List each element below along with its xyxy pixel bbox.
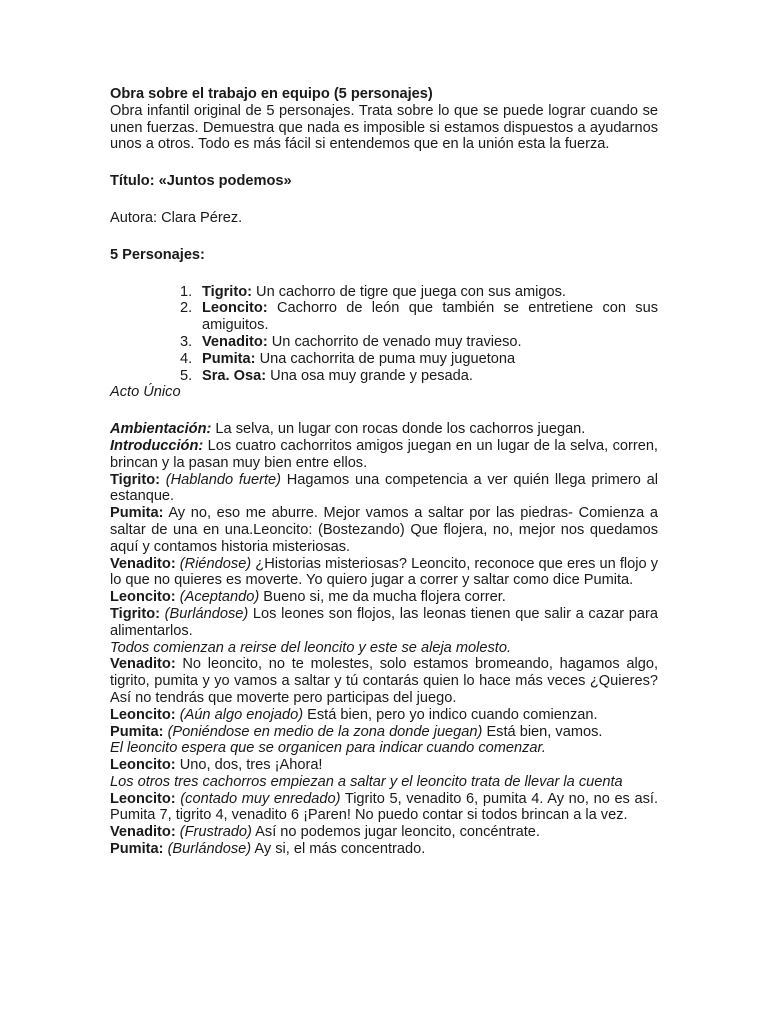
speaker-name: Leoncito: bbox=[110, 706, 176, 723]
speaker-name: Tigrito: bbox=[110, 605, 160, 622]
speaker-name: Venadito: bbox=[110, 824, 176, 841]
stage-direction: (contado muy enredado) bbox=[175, 790, 341, 807]
speaker-name: Leoncito: bbox=[110, 790, 176, 807]
list-number: 4. bbox=[180, 350, 193, 367]
line-text: Está bien, vamos. bbox=[482, 723, 603, 740]
stage-direction: (Aceptando) bbox=[175, 589, 260, 606]
speaker-name: Tigrito: bbox=[110, 471, 160, 488]
line-text: Ay si, el más concentrado. bbox=[251, 841, 426, 858]
character-description: Una osa muy grande y pesada. bbox=[266, 367, 473, 384]
character-name: Sra. Osa: bbox=[202, 367, 267, 384]
play-dialogue bbox=[110, 421, 658, 858]
dialogue-line bbox=[110, 472, 658, 506]
dialogue-line bbox=[110, 791, 658, 825]
speaker-name: Leoncito: bbox=[110, 589, 176, 606]
line-text: No leoncito, no te molestes, solo estamos bromeando, hagamos algo, tigrito, pumita y yo vamos a saltar y tú contarás quien lo hace más veces ¿Quieres? Así no tendrás que moverte pero participas del juego. bbox=[110, 656, 658, 706]
stage-direction: (Poniéndose en medio de la zona donde juegan) bbox=[163, 723, 483, 740]
list-number: 5. bbox=[180, 367, 193, 384]
introduction-text: Los cuatro cachorritos amigos juegan en un lugar de la selva, corren, brincan y la pasan muy bien entre ellos. bbox=[110, 437, 658, 471]
character-name: Venadito: bbox=[202, 333, 268, 350]
dialogue-line bbox=[110, 724, 658, 741]
setting-text: La selva, un lugar con rocas donde los cachorros juegan. bbox=[211, 421, 586, 438]
speaker-name: Leoncito: bbox=[110, 757, 176, 774]
characters-heading: 5 Personajes: bbox=[110, 246, 205, 263]
character-description: Un cachorro de tigre que juega con sus amigos. bbox=[252, 283, 566, 300]
character-name: Leoncito: bbox=[202, 300, 268, 317]
speaker-name: Pumita: bbox=[110, 841, 164, 858]
stage-direction: (Burlándose) bbox=[163, 841, 252, 858]
dialogue-line bbox=[110, 656, 658, 706]
line-text: Los leones son flojos, las leonas tienen que salir a cazar para alimentarlos. bbox=[110, 605, 659, 639]
stage-direction: (Frustrado) bbox=[175, 824, 252, 841]
characters-list bbox=[110, 284, 658, 385]
dialogue-line bbox=[110, 824, 658, 841]
line-text: Uno, dos, tres ¡Ahora! bbox=[175, 757, 323, 774]
list-item bbox=[180, 350, 658, 368]
stage-direction: (Hablando fuerte) bbox=[160, 471, 281, 488]
dialogue-line bbox=[110, 841, 658, 858]
line-text: Hagamos una competencia a ver quién llega primero al estanque. bbox=[110, 471, 658, 505]
dialogue-line bbox=[110, 606, 658, 640]
stage-note: Todos comienzan a reirse del leoncito y este se aleja molesto. bbox=[110, 639, 512, 656]
stage-note: El leoncito espera que se organicen para indicar cuando comenzar. bbox=[110, 740, 546, 757]
play-title: Título: «Juntos podemos» bbox=[110, 173, 292, 190]
list-item bbox=[180, 283, 658, 301]
speaker-name: Pumita: bbox=[110, 505, 164, 522]
character-description: Cachorro de león que también se entretiene con sus amiguitos. bbox=[202, 300, 658, 334]
stage-direction: (Riéndose) bbox=[175, 555, 252, 572]
line-text: Bueno si, me da mucha flojera correr. bbox=[259, 589, 506, 606]
line-text: Así no podemos jugar leoncito, concéntrate. bbox=[251, 824, 540, 841]
stage-note: Los otros tres cachorros empiezan a saltar y el leoncito trata de llevar la cuenta bbox=[110, 773, 623, 790]
character-name: Tigrito: bbox=[202, 283, 252, 300]
setting-line bbox=[110, 421, 658, 438]
list-number: 1. bbox=[180, 283, 193, 300]
dialogue-line bbox=[110, 589, 658, 606]
stage-direction: (Aún algo enojado) bbox=[175, 706, 304, 723]
document-heading: Obra sobre el trabajo en equipo (5 personajes) bbox=[110, 86, 433, 102]
list-item bbox=[180, 367, 658, 385]
list-number: 2. bbox=[180, 300, 193, 317]
line-text: Ay no, eso me aburre. Mejor vamos a saltar por las piedras- Comienza a saltar de una en una.Leoncito: (Bostezando) Que flojera, no, mejor nos quedamos aquí y contamos historia misteriosas. bbox=[110, 505, 658, 555]
dialogue-line bbox=[110, 556, 658, 590]
author-line: Autora: Clara Pérez. bbox=[110, 209, 243, 226]
introduction-line bbox=[110, 438, 658, 472]
character-description: Una cachorrita de puma muy juguetona bbox=[255, 350, 516, 367]
speaker-name: Pumita: bbox=[110, 723, 164, 740]
list-item bbox=[180, 300, 658, 334]
line-text: ¿Historias misteriosas? Leoncito, reconoce que eres un flojo y lo que no quieres es moverte. Yo quiero jugar a correr y saltar como dice Pumita. bbox=[110, 555, 658, 589]
document-body bbox=[110, 86, 658, 858]
character-name: Pumita: bbox=[202, 350, 256, 367]
intro-paragraph: Obra infantil original de 5 personajes. Trata sobre lo que se puede lograr cuando se unen fuerzas. Demuestra que nada es imposible si estamos dispuestos a ayudarnos unos a otros. Todo es más fácil si entendemos que en la unión esta la fuerza. bbox=[110, 102, 658, 153]
character-description: Un cachorrito de venado muy travieso. bbox=[267, 333, 522, 350]
list-item bbox=[180, 333, 658, 351]
act-label: Acto Único bbox=[110, 384, 181, 401]
speaker-name: Venadito: bbox=[110, 656, 176, 673]
line-text: Está bien, pero yo indico cuando comienzan. bbox=[303, 706, 598, 723]
dialogue-line bbox=[110, 707, 658, 724]
list-number: 3. bbox=[180, 333, 193, 350]
dialogue-line bbox=[110, 505, 658, 555]
introduction-label: Introducción: bbox=[110, 437, 204, 454]
stage-direction: (Burlándose) bbox=[160, 605, 249, 622]
dialogue-line bbox=[110, 757, 658, 774]
setting-label: Ambientación: bbox=[110, 421, 212, 438]
line-text: Tigrito 5, venadito 6, pumita 4. Ay no, no es así. Pumita 7, tigrito 4, venadito 6 ¡Paren! No puedo contar si todos brincan a la vez. bbox=[110, 790, 659, 824]
speaker-name: Venadito: bbox=[110, 555, 176, 572]
